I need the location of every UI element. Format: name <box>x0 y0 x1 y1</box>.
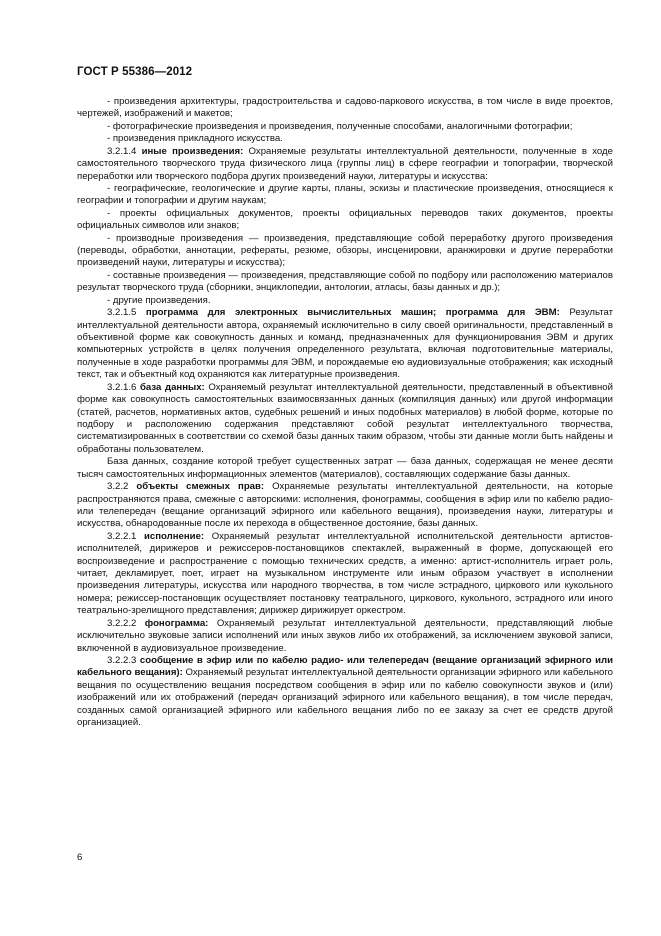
defined-term: база данных: <box>140 381 205 393</box>
defined-term: иные произведения: <box>141 145 244 157</box>
paragraph-text: База данных, создание которой требует существенных затрат — база данных, содержащая не менее десяти тысяч самостоятельных информационных элементов (материалов), составляющих содержание базы данных. <box>77 456 613 480</box>
paragraph-text: Охраняемый результат интеллектуальной деятельности, представляющий любые исключительно звуковые записи исполнений или иных звуков либо их отображений, за исключением звуковой записи, включенной в аудиовизуальное произведение. <box>77 617 613 654</box>
paragraph-text: Охраняемые результаты интеллектуальной деятельности, на которые распространяются права, смежные с авторскими: исполнения, фонограммы, сообщения в эфир или по кабелю радио- или телепередач (вещание организаций эфирного или кабельного вещания), произведения науки, литературы и искусства, обнародованные после их перехода в общественное достояние, базы данных. <box>77 481 613 530</box>
list-item <box>77 121 613 133</box>
list-item <box>77 96 613 121</box>
defined-term: объекты смежных прав: <box>136 481 265 493</box>
paragraph-text: Результат интеллектуальной деятельности автора, охраняемый исключительно в силу своей оригинальности, представленный в объективной форме как совокупность данных и команд, предназначенных для функционирования ЭВМ и других компьютерных устройств в целях получения определенного результата, включая подготовительные материалы, полученные в ходе разработки программы для ЭВМ, и порождаемые ею аудиовизуальные отображения; как исходный текст, так и объектный код охраняются как литературные произведения. <box>77 307 614 381</box>
definition-paragraph <box>77 531 613 618</box>
body-paragraph <box>77 456 613 481</box>
paragraph-text: - произведения архитектуры, градостроительства и садово-паркового искусства, в том числе в виде проектов, чертежей, изображений и макетов; <box>77 96 613 120</box>
definition-paragraph <box>77 655 613 730</box>
paragraph-text: Охраняемый результат интеллектуальной деятельности организации эфирного или кабельного вещания по осуществлению вещания посредством сообщения в эфир или по кабелю совокупности звуков и (или) изображений или их отображений (передач организаций эфирного или кабельного вещания), в том числе передач, созданных самой организацией эфирного или кабельного вещания либо по ее заказу за счет ее средств другой организацией. <box>77 667 613 729</box>
paragraph-text: - проекты официальных документов, проекты официальных переводов таких документов, проекты официальных символов или знаков; <box>77 207 613 232</box>
defined-term: программа для электронных вычислительных машин; программа для ЭВМ: <box>145 307 560 319</box>
paragraph-text: - географические, геологические и другие карты, планы, эскизы и пластические произведения, относящиеся к географии и топографии и другим наукам; <box>77 182 613 207</box>
definition-paragraph <box>77 382 613 457</box>
paragraph-text: - произведения прикладного искусства. <box>107 133 283 145</box>
document-header: ГОСТ Р 55386—2012 <box>77 66 193 78</box>
clause-number: 3.2.2 <box>107 481 137 493</box>
clause-number: 3.2.2.2 <box>107 617 145 629</box>
defined-term: фонограмма: <box>144 617 209 629</box>
definition-paragraph <box>77 307 613 382</box>
definition-paragraph <box>77 481 613 531</box>
paragraph-text: Охраняемый результат интеллектуальной исполнительской деятельности артистов-исполнителей, дирижеров и режиссеров-постановщиков спектаклей, выраженный в форме, допускающей его воспроизведение и распространение с помощью технических средств, а именно: артист-исполнитель играет роль, читает, декламирует, поет, играет на музыкальном инструменте или иным образом участвует в исполнении произведения литературы, искусства или народного творчества, в том числе эстрадного, циркового или кукольного номера; режиссер-постановщик осуществляет постановку театрального, циркового, кукольного, эстрадного или иного театрально-зрелищного представления; дирижер дирижирует оркестром. <box>77 530 613 617</box>
paragraph-text: Охраняемые результаты интеллектуальной деятельности, полученные в ходе самостоятельного творческого труда физического лица (группы лиц) в сфере географии и топографии, творческой переработки или творческого подбора других произведений науки, литературы и искусства: <box>77 145 613 182</box>
paragraph-text: - другие произведения. <box>107 294 211 306</box>
clause-number: 3.2.2.1 <box>107 530 144 542</box>
document-body <box>77 96 613 730</box>
clause-number: 3.2.2.3 <box>107 654 140 666</box>
paragraph-text: - фотографические произведения и произведения, полученные способами, аналогичными фотографии; <box>107 120 573 132</box>
list-item <box>77 133 613 145</box>
list-item <box>77 233 613 270</box>
paragraph-text: - составные произведения — произведения, представляющие собой по подбору или расположению материалов результат творческого труда (сборники, энциклопедии, антологии, атласы, базы данных и др.); <box>77 269 613 294</box>
clause-number: 3.2.1.4 <box>107 145 142 157</box>
definition-paragraph <box>77 146 613 183</box>
list-item <box>77 183 613 208</box>
clause-number: 3.2.1.5 <box>107 307 146 319</box>
paragraph-text: Охраняемый результат интеллектуальной деятельности, представленный в объективной форме как совокупность самостоятельных взаимосвязанных данных (компиляция данных) или другой информации (статей, расчетов, нормативных актов, судебных решений и иных подобных материалов) в любой форме, которые по подбору и расположению содержания представляют собой результат интеллектуального творчества, систематизированных в соответствии со схемой базы данных таким образом, чтобы эти данные могли быть найдены и обработаны пользователем. <box>77 381 613 455</box>
defined-term: сообщение в эфир или по кабелю радио- или телепередач (вещание организаций эфирного или кабельного вещания): <box>77 654 613 679</box>
paragraph-text: - производные произведения — произведения, представляющие собой переработку другого произведения (переводы, обработки, аннотации, рефераты, резюме, обзоры, инсценировки, аранжировки и другие переработки произведений науки, литературы и искусства); <box>77 232 613 269</box>
clause-number: 3.2.1.6 <box>107 381 140 393</box>
definition-paragraph <box>77 618 613 655</box>
list-item <box>77 295 613 307</box>
list-item <box>77 270 613 295</box>
page-number: 6 <box>77 852 83 863</box>
list-item <box>77 208 613 233</box>
defined-term: исполнение: <box>144 530 205 542</box>
